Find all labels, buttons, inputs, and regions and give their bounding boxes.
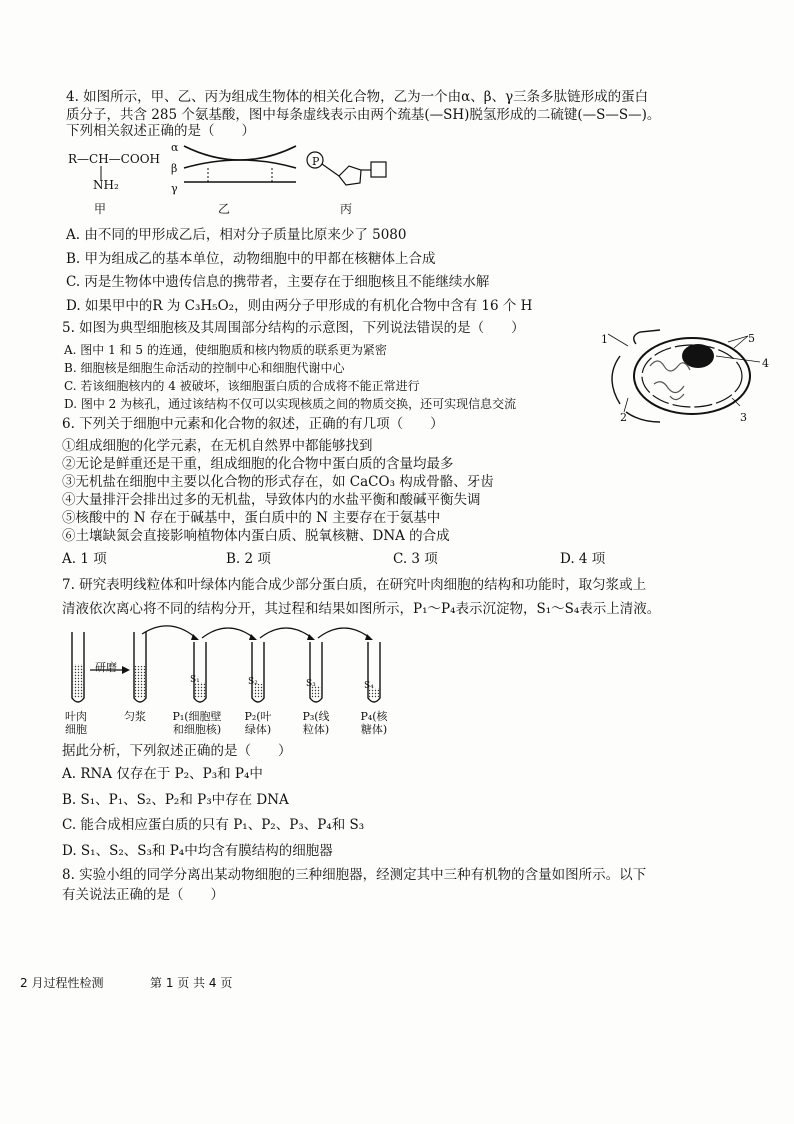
q6-option-c: C. 3 项 xyxy=(393,551,438,567)
q7-option-a: A. RNA 仅存在于 P₂、P₃和 P₄中 xyxy=(62,766,263,782)
fig-nucleus-label-2: 2 xyxy=(620,411,627,424)
fig-nucleus-label-1: 1 xyxy=(601,333,608,346)
q6-item-6: ⑥土壤缺氮会直接影响植物体内蛋白质、脱氧核糖、DNA 的合成 xyxy=(62,528,450,544)
fig-tube-s1: S₁ xyxy=(190,675,200,685)
fig-jia-formula: R—CH—COOH xyxy=(68,152,161,166)
fig-nucleus-label-5: 5 xyxy=(748,332,755,345)
fig-yi-protein xyxy=(180,138,300,194)
q5-option-a: A. 图中 1 和 5 的连通，使细胞质和核内物质的联系更为紧密 xyxy=(64,343,387,357)
fig-label-p2: P₂(叶 绿体) xyxy=(244,710,272,736)
label-bing: 丙 xyxy=(340,202,353,216)
fig-nucleus-label-3: 3 xyxy=(740,411,747,424)
q6-option-a: A. 1 项 xyxy=(62,551,107,567)
fig-label-homogenate: 匀浆 xyxy=(124,710,146,723)
fig-label-p3: P₃(线 粒体) xyxy=(302,710,330,736)
q6-item-1: ①组成细胞的化学元素，在无机自然界中都能够找到 xyxy=(62,438,373,454)
q7-stem-line1: 7. 研究表明线粒体和叶绿体内能合成少部分蛋白质，在研究叶肉细胞的结构和功能时，取匀浆或上 xyxy=(62,577,647,593)
fig-label-p1: P₁(细胞壁 和细胞核) xyxy=(172,710,222,736)
label-yi: 乙 xyxy=(218,202,231,216)
label-jia: 甲 xyxy=(94,202,107,216)
fig-jia-nh2: NH₂ xyxy=(93,178,119,192)
fig-label-leaf-cell: 叶肉 细胞 xyxy=(65,710,87,736)
footer-page-number: 第 1 页 共 4 页 xyxy=(150,976,233,990)
fig-label-p4: P₄(核 糖体) xyxy=(360,710,388,736)
q4-stem-line1: 4. 如图所示，甲、乙、丙为组成生物体的相关化合物，乙为一个由α、β、γ三条多肽链形成的蛋白 xyxy=(66,89,649,105)
q5-option-d: D. 图中 2 为核孔，通过该结构不仅可以实现核质之间的物质交换，还可实现信息交流 xyxy=(64,397,517,411)
q5-option-b: B. 细胞核是细胞生命活动的控制中心和细胞代谢中心 xyxy=(64,361,345,375)
q4-stem-line3: 下列相关叙述正确的是（ ） xyxy=(66,123,255,139)
q5-stem: 5. 如图为典型细胞核及其周围部分结构的示意图，下列说法错误的是（ ） xyxy=(62,320,525,336)
q6-item-3: ③无机盐在细胞中主要以化合物的形式存在，如 CaCO₃ 构成骨骼、牙齿 xyxy=(62,474,494,490)
q8-stem-line1: 8. 实验小组的同学分离出某动物细胞的三种细胞器，经测定其中三种有机物的含量如图所示。以下 xyxy=(62,867,647,883)
fig-arrow-label: 研磨 xyxy=(95,661,117,674)
q6-option-d: D. 4 项 xyxy=(560,551,606,567)
q7-question: 据此分析，下列叙述正确的是（ ） xyxy=(62,743,292,759)
q6-stem: 6. 下列关于细胞中元素和化合物的叙述，正确的有几项（ ） xyxy=(62,416,444,432)
footer-exam-name: 2 月过程性检测 xyxy=(20,976,104,990)
q8-stem-line2: 有关说法正确的是（ ） xyxy=(62,887,224,903)
q5-option-c: C. 若该细胞核内的 4 被破坏，该细胞蛋白质的合成将不能正常进行 xyxy=(64,379,420,393)
fig-tube-s2: S₂ xyxy=(248,677,258,687)
fig-bing-p: P xyxy=(312,155,320,168)
q4-option-b: B. 甲为组成乙的基本单位，动物细胞中的甲都在核糖体上合成 xyxy=(66,251,436,267)
q6-item-2: ②无论是鲜重还是干重，组成细胞的化合物中蛋白质的含量均最多 xyxy=(62,456,454,472)
q4-option-d: D. 如果甲中的R 为 C₃H₅O₂，则由两分子甲形成的有机化合物中含有 16 个 H xyxy=(66,298,533,314)
fig-tube-s3: S₃ xyxy=(306,679,316,689)
q4-option-a: A. 由不同的甲形成乙后，相对分子质量比原来少了 5080 xyxy=(66,227,407,243)
q7-option-c: C. 能合成相应蛋白质的只有 P₁、P₂、P₃、P₄和 S₃ xyxy=(62,817,365,833)
q4-option-c: C. 丙是生物体中遗传信息的携带者，主要存在于细胞核且不能继续水解 xyxy=(66,274,490,290)
fig-tube-s4: S₄ xyxy=(364,681,374,691)
fig-nucleus-label-4: 4 xyxy=(762,357,769,370)
fig-yi-alpha: α xyxy=(171,141,179,154)
fig-yi-beta: β xyxy=(171,162,178,175)
q4-stem-line2: 质分子，共含 285 个氨基酸，图中每条虚线表示由两个巯基(—SH)脱氢形成的二硫键(—S—S—)。 xyxy=(66,107,661,123)
q6-option-b: B. 2 项 xyxy=(226,551,271,567)
q6-item-5: ⑤核酸中的 N 存在于碱基中，蛋白质中的 N 主要存在于氨基中 xyxy=(62,510,441,526)
q7-option-b: B. S₁、P₁、S₂、P₂和 P₃中存在 DNA xyxy=(62,792,289,808)
q7-option-d: D. S₁、S₂、S₃和 P₄中均含有膜结构的细胞器 xyxy=(62,843,333,859)
fig-yi-gamma: γ xyxy=(171,182,178,195)
q7-stem-line2: 清液依次离心将不同的结构分开，其过程和结果如图所示，P₁～P₄表示沉淀物，S₁～S₄表示上清液。 xyxy=(62,601,661,617)
q6-item-4: ④大量排汗会排出过多的无机盐，导致体内的水盐平衡和酸碱平衡失调 xyxy=(62,492,481,508)
